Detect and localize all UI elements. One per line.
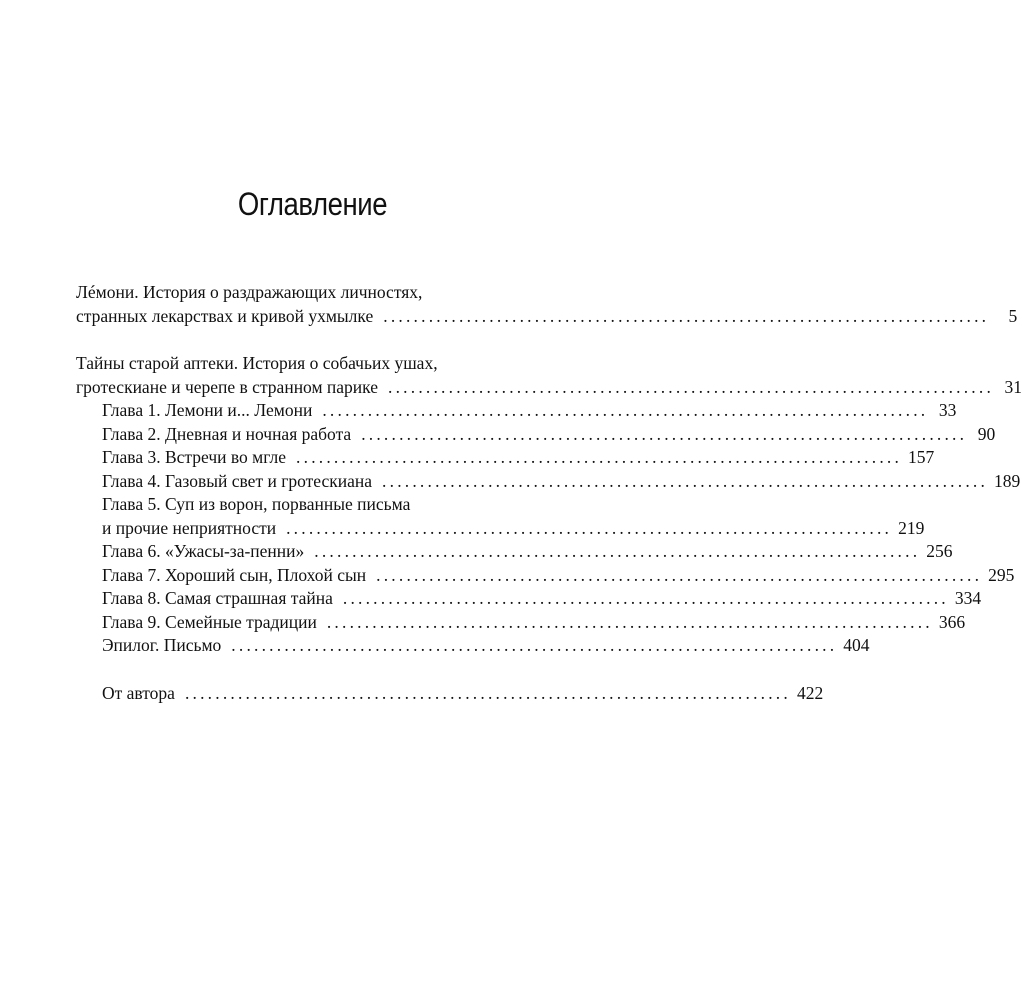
toc-afterword [102,682,824,706]
dot-leader: ................................................................................ [388,376,995,397]
dot-leader: ................................................................................ [231,635,838,655]
dot-leader: ................................................................................ [376,564,983,585]
toc-chapter-9 [102,611,966,635]
page-number: 404 [843,635,870,655]
chapter-title: Глава 7. Хороший сын, Плохой сын [102,564,367,585]
dot-leader: ................................................................................ [314,541,921,561]
toc-entry-text: гротескиане и черепе в странном парике [76,376,379,397]
dot-leader: ................................................................................ [286,517,893,538]
toc-entry-line [76,305,1018,329]
dot-leader: ................................................................................ [383,305,990,326]
dot-leader: ................................................................................ [322,400,929,420]
page-number: 256 [926,541,953,561]
page-number: 422 [796,682,824,703]
toc-chapter-5 [102,493,925,540]
dot-leader: ................................................................................ [326,611,933,632]
toc-chapter-6 [102,540,953,564]
chapter-title: От автора [102,682,175,703]
dot-leader: ................................................................................ [296,447,903,467]
page-number: 366 [938,611,966,632]
dot-leader: ................................................................................ [382,470,989,491]
dot-leader: ................................................................................ [361,423,968,444]
chapter-title: Глава 4. Газовый свет и гротескиана [102,470,373,491]
chapter-title: Эпилог. Письмо [102,635,222,655]
chapter-title: Глава 6. «Ужасы-за-пенни» [102,541,305,561]
toc-chapter-1 [102,399,957,423]
page-number: 33 [938,400,957,420]
page-number: 90 [977,423,996,444]
page-number: 295 [988,564,1015,585]
toc-chapter-7 [102,564,1015,588]
toc-entry-text: Лéмони. История о раздражающих личностях, [76,282,423,302]
chapter-title: Глава 3. Встречи во мгле [102,447,287,467]
toc-chapter-3 [102,446,935,470]
toc-entry-lemoni [76,281,1018,328]
chapter-title: Глава 2. Дневная и ночная работа [102,423,352,444]
dot-leader: ................................................................................ [342,588,949,608]
toc-chapter-2 [102,423,996,447]
toc-entry-secrets [76,352,1022,399]
page-number: 219 [898,517,925,538]
chapter-title: Глава 8. Самая страшная тайна [102,588,333,608]
chapter-title: Глава 9. Семейные традиции [102,611,317,632]
toc-entry-line [76,376,1022,400]
toc-chapter-8 [102,587,982,611]
page-number: 189 [994,470,1021,491]
page-number: 334 [954,588,982,608]
toc-epilogue [102,634,870,658]
toc-entry-text: Тайны старой аптеки. История о собачьих ушах, [76,353,438,373]
chapter-title: Глава 5. Суп из ворон, порванные письма [102,494,411,514]
page-number: 31 [1004,376,1022,397]
chapter-title: Глава 1. Лемони и... Лемони [102,400,313,420]
page-number: 157 [908,447,935,467]
page-title: Оглавление [237,186,388,222]
chapter-title: и прочие неприятности [102,517,277,538]
table-of-contents [76,281,1022,705]
toc-entry-text: странных лекарствах и кривой ухмылке [76,305,374,326]
toc-chapter-4 [102,470,1021,494]
dot-leader: ................................................................................ [184,682,791,703]
page-number: 5 [1008,305,1018,326]
